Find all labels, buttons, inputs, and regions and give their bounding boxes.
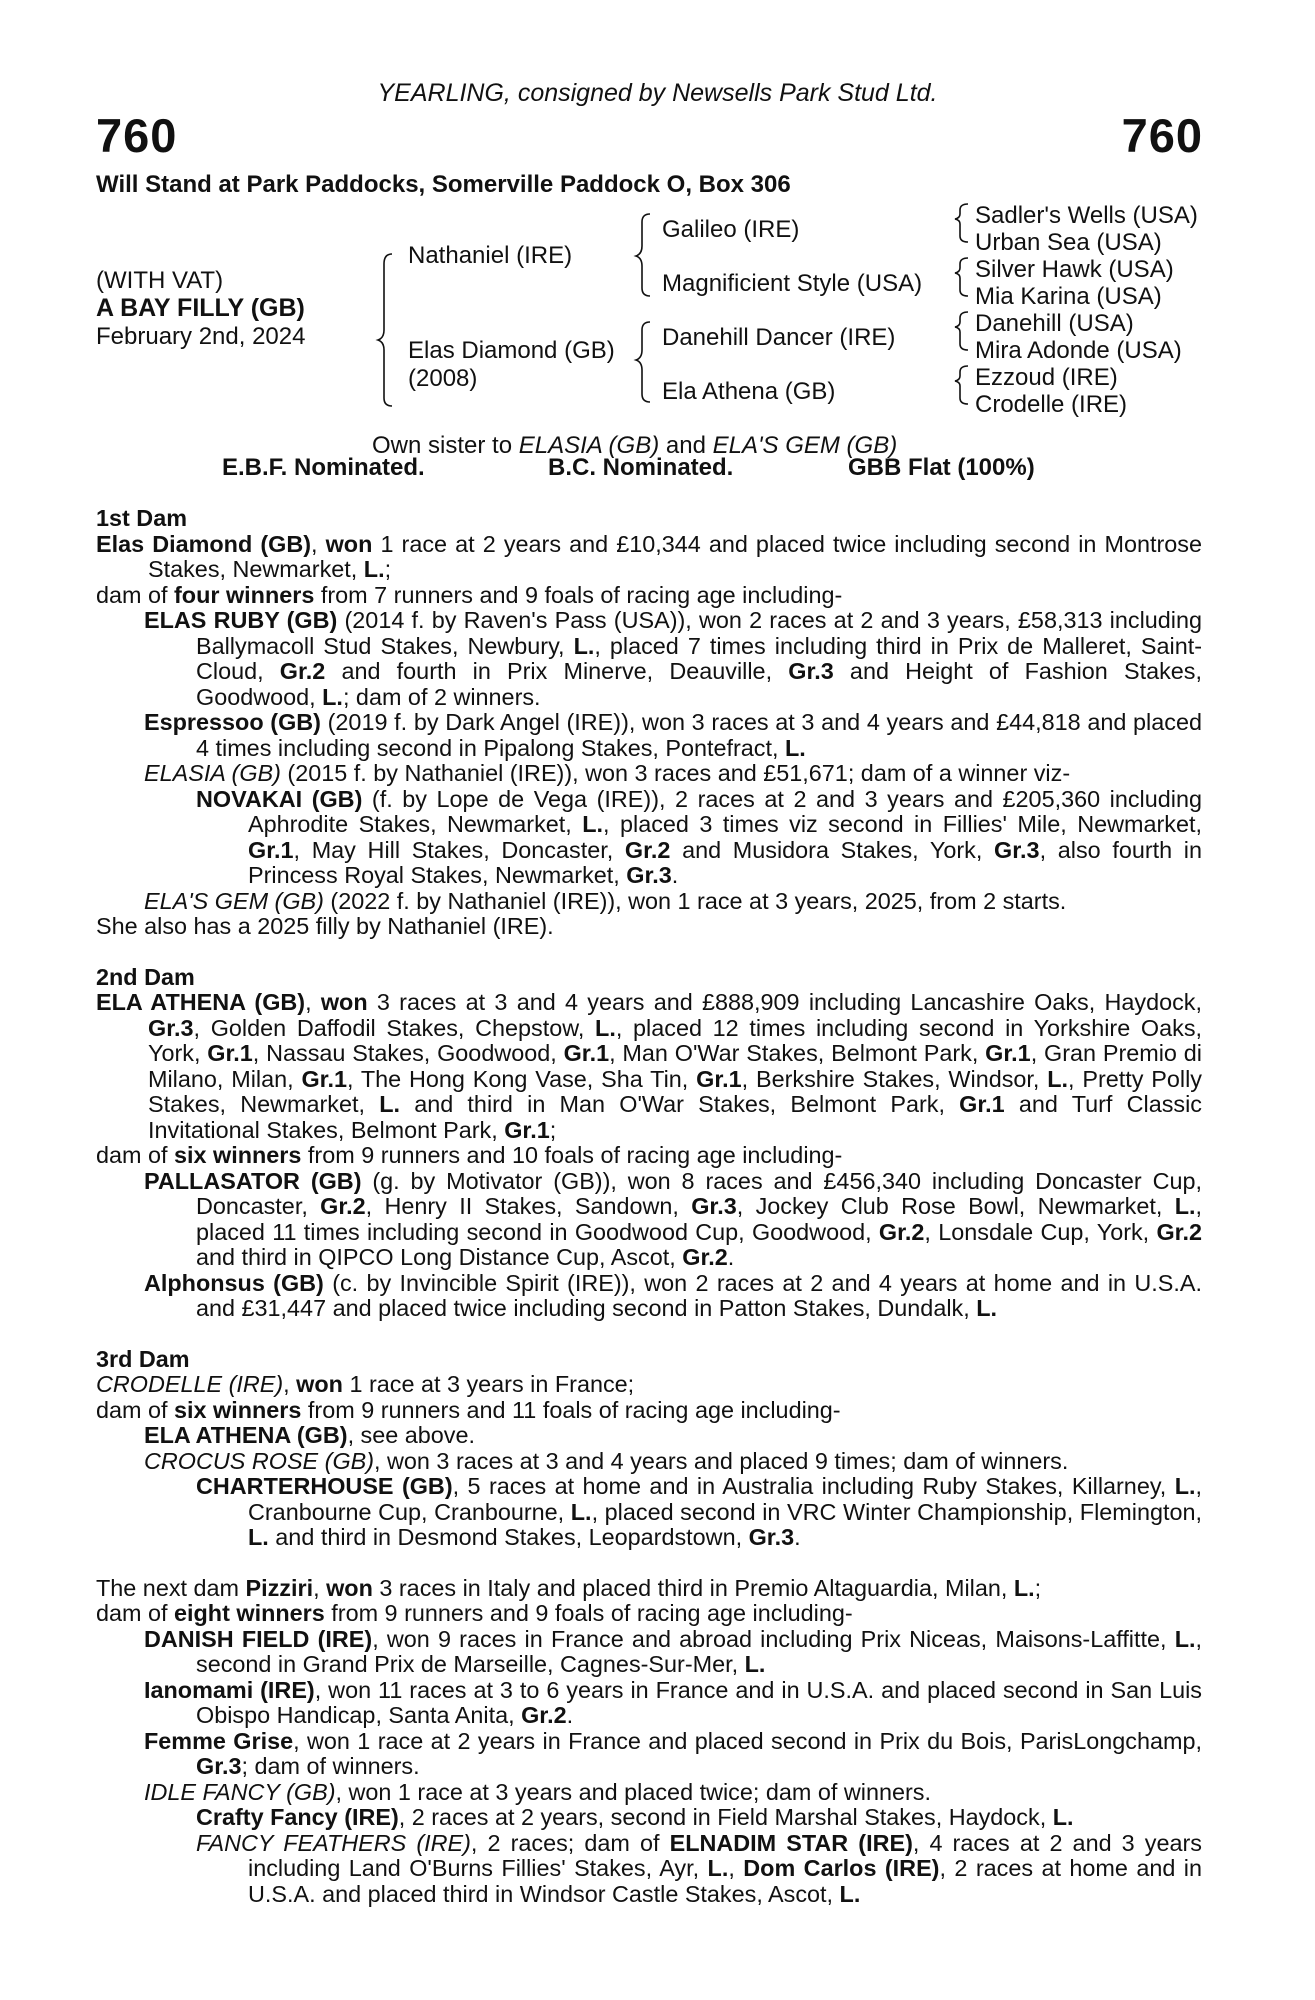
produce-elas-ruby: ELAS RUBY (GB) (2014 f. by Raven's Pass (USA)), won 2 races at 2 and 3 years, £58,313 including Ballymacoll Stud Stakes, Newbury, L., placed 7 times including third in Prix de Malleret, Saint-Cloud, Gr.2 and fourth in Prix Minerve, Deauville, Gr.3 and Height of Fashion Stakes, Goodwood, L.; dam of 2 winners.	[144, 607, 1203, 710]
lot-number-right: 760	[1121, 109, 1203, 162]
ancestor-1: Sadler's Wells (USA)	[975, 202, 1198, 229]
produce-charterhouse: CHARTERHOUSE (GB), 5 races at home and in Australia including Ruby Stakes, Killarney, L., Cranbourne Cup, Cranbourne, L., placed second in VRC Winter Championship, Flemington, L. and third in Desmond Stakes, Leopardstown, Gr.3.	[196, 1473, 1202, 1550]
lot-number-left: 760	[96, 109, 178, 162]
sire-dam: Magnificient Style (USA)	[662, 270, 923, 297]
produce-femme-grise: Femme Grise, won 1 race at 2 years in France and placed second in Prix du Bois, ParisLongchamp, Gr.3; dam of winners.	[144, 1727, 1202, 1779]
produce-espressoo: Espressoo (GB) (2019 f. by Dark Angel (IRE)), won 3 races at 3 and 4 years and £44,818 and placed 4 times including second in Pipalong Stakes, Pontefract, L.	[144, 709, 1202, 761]
produce-elasia: ELASIA (GB) (2015 f. by Nathaniel (IRE)), won 3 races and £51,671; dam of a winner viz-	[144, 760, 1071, 786]
bc-nomination: B.C. Nominated.	[548, 454, 734, 481]
next-dam-summary: The next dam Pizziri, won 3 races in Italy and placed third in Premio Altaguardia, Milan, L.;	[96, 1574, 1042, 1601]
second-dam-produce: dam of six winners from 9 runners and 10 foals of racing age including-	[96, 1142, 843, 1168]
produce-fancy-feathers: FANCY FEATHERS (IRE), 2 races; dam of ELNADIM STAR (IRE), 4 races at 2 and 3 years including Land O'Burns Fillies' Stakes, Ayr, L., Dom Carlos (IRE), 2 races at home and in U.S.A. and placed third in Windsor Castle Stakes, Ascot, L.	[196, 1829, 1202, 1907]
ancestor-5: Danehill (USA)	[975, 310, 1134, 337]
first-dam-note: She also has a 2025 filly by Nathaniel (IRE).	[96, 913, 554, 939]
third-dam-heading: 3rd Dam	[96, 1345, 190, 1372]
produce-alphonsus: Alphonsus (GB) (c. by Invincible Spirit (IRE)), won 2 races at 2 and 4 years at home and in U.S.A. and £31,447 and placed twice including second in Patton Stakes, Dundalk, L.	[144, 1269, 1202, 1321]
first-dam-summary: Elas Diamond (GB), won 1 race at 2 years and £10,344 and placed twice including second in Montrose Stakes, Newmarket, L.;	[96, 530, 1203, 582]
ancestor-2: Urban Sea (USA)	[975, 229, 1162, 256]
first-dam-heading: 1st Dam	[96, 505, 188, 531]
produce-elas-gem: ELA'S GEM (GB) (2022 f. by Nathaniel (IRE)), won 1 race at 3 years, 2025, from 2 starts.	[144, 887, 1067, 914]
stand-info: Will Stand at Park Paddocks, Somerville Paddock O, Box 306	[96, 171, 791, 198]
dam-sire: Danehill Dancer (IRE)	[662, 324, 896, 351]
ancestor-3: Silver Hawk (USA)	[975, 256, 1174, 283]
third-dam-produce: dam of six winners from 9 runners and 11 foals of racing age including-	[96, 1396, 841, 1423]
produce-crocus-rose: CROCUS ROSE (GB), won 3 races at 3 and 4 years and placed 9 times; dam of winners.	[144, 1447, 1069, 1474]
next-dam-produce: dam of eight winners from 9 runners and 9 foals of racing age including-	[96, 1600, 853, 1626]
produce-danish-field: DANISH FIELD (IRE), won 9 races in France and abroad including Prix Niceas, Maisons-Laffitte, L., second in Grand Prix de Marseille, Cagnes-Sur-Mer, L.	[144, 1625, 1202, 1677]
produce-idle-fancy: IDLE FANCY (GB), won 1 race at 3 years and placed twice; dam of winners.	[144, 1778, 931, 1805]
third-dam-summary: CRODELLE (IRE), won 1 race at 3 years in France;	[96, 1371, 635, 1397]
ancestor-4: Mia Karina (USA)	[975, 283, 1162, 310]
second-dam-summary: ELA ATHENA (GB), won 3 races at 3 and 4 years and £888,909 including Lancashire Oaks, Haydock, Gr.3, Golden Daffodil Stakes, Chepstow, L., placed 12 times including second in Yorkshire Oaks, York, Gr.1, Nassau Stakes, Goodwood, Gr.1, Man O'War Stakes, Belmont Park, Gr.1, Gran Premio di Milano, Milan, Gr.1, The Hong Kong Vase, Sha Tin, Gr.1, Berkshire Stakes, Windsor, L., Pretty Polly Stakes, Newmarket, L. and third in Man O'War Stakes, Belmont Park, Gr.1 and Turf Classic Invitational Stakes, Belmont Park, Gr.1;	[96, 989, 1203, 1143]
ancestor-7: Ezzoud (IRE)	[975, 364, 1118, 391]
sister-name-2: ELA'S GEM (GB)	[712, 432, 898, 459]
second-dam-heading: 2nd Dam	[96, 963, 195, 990]
dam-year: (2008)	[408, 365, 478, 392]
gbb-nomination: GBB Flat (100%)	[848, 454, 1035, 481]
produce-crafty-fancy: Crafty Fancy (IRE), 2 races at 2 years, second in Field Marshal Stakes, Haydock, L.	[196, 1804, 1074, 1830]
horse-name: A BAY FILLY (GB)	[96, 294, 305, 322]
consignor-line: YEARLING, consigned by Newsells Park Stud Ltd.	[377, 79, 938, 107]
ancestor-8: Crodelle (IRE)	[975, 391, 1128, 418]
dam-dam: Ela Athena (GB)	[662, 378, 836, 405]
sister-name-1: ELASIA (GB)	[518, 432, 660, 459]
dam-name: Elas Diamond (GB)	[408, 337, 615, 364]
sire-sire: Galileo (IRE)	[662, 216, 800, 243]
foaling-date: February 2nd, 2024	[96, 323, 306, 350]
ancestor-6: Mira Adonde (USA)	[975, 337, 1182, 364]
ebf-nomination: E.B.F. Nominated.	[222, 454, 425, 481]
catalogue-body	[96, 506, 1202, 1907]
first-dam-produce: dam of four winners from 7 runners and 9 foals of racing age including-	[96, 581, 843, 608]
produce-ela-athena: ELA ATHENA (GB), see above.	[144, 1422, 476, 1448]
sire-name: Nathaniel (IRE)	[408, 242, 573, 269]
own-sister-line: Own sister to ELASIA (GB) and ELA'S GEM (GB)	[372, 432, 898, 459]
produce-pallasator: PALLASATOR (GB) (g. by Motivator (GB)), won 8 races and £456,340 including Doncaster Cup, Doncaster, Gr.2, Henry II Stakes, Sandown, Gr.3, Jockey Club Rose Bowl, Newmarket, L., placed 11 times including second in Goodwood Cup, Goodwood, Gr.2, Lonsdale Cup, York, Gr.2 and third in QIPCO Long Distance Cup, Ascot, Gr.2.	[144, 1167, 1202, 1270]
produce-novakai: NOVAKAI (GB) (f. by Lope de Vega (IRE)), 2 races at 2 and 3 years and £205,360 including Aphrodite Stakes, Newmarket, L., placed 3 times viz second in Fillies' Mile, Newmarket, Gr.1, May Hill Stakes, Doncaster, Gr.2 and Musidora Stakes, York, Gr.3, also fourth in Princess Royal Stakes, Newmarket, Gr.3.	[196, 785, 1203, 888]
vat-note: (WITH VAT)	[96, 267, 224, 294]
produce-ianomami: Ianomami (IRE), won 11 races at 3 to 6 years in France and in U.S.A. and placed second in San Luis Obispo Handicap, Santa Anita, Gr.2.	[144, 1676, 1202, 1728]
